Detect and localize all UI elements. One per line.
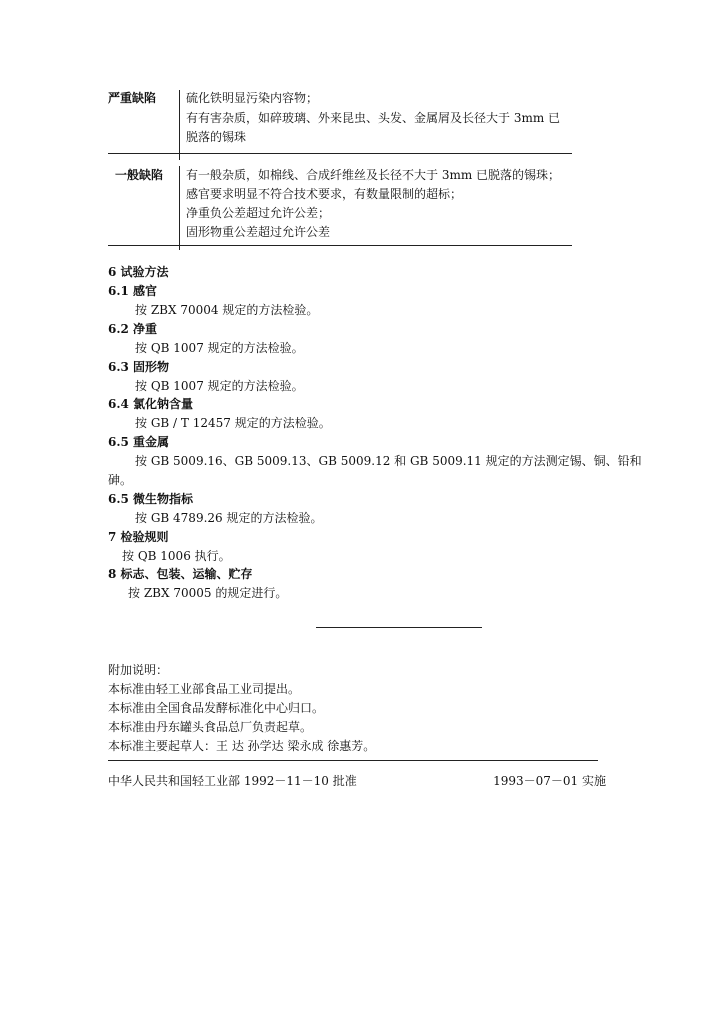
defect-line: 有一般杂质，如棉线、合成纤维丝及长径不大于 3mm 已脱落的锡珠； [186, 168, 561, 182]
end-rule [316, 627, 482, 628]
defect-line: 脱落的锡珠 [186, 130, 247, 144]
notes-line: 本标准由全国食品发酵标准化中心归口。 [108, 701, 325, 715]
notes-line: 本标准由丹东罐头食品总厂负责起草。 [108, 720, 313, 734]
footer-rule [108, 760, 598, 761]
section-text: 砷。 [108, 473, 133, 487]
defect-line: 固形物重公差超过允许公差 [186, 225, 331, 239]
approval-date: 中华人民共和国轻工业部 1992－11－10 批准 [108, 774, 357, 788]
defect-line: 有有害杂质，如碎玻璃、外来昆虫、头发、金属屑及长径大于 3mm 已 [186, 111, 561, 125]
section-text: 按 ZBX 70005 的规定进行。 [128, 586, 288, 600]
section-text: 按 GB / T 12457 规定的方法检验。 [135, 416, 331, 430]
section-heading: 7 检验规则 [108, 530, 169, 544]
defect-line: 感官要求明显不符合技术要求，有数量限制的超标； [186, 187, 463, 201]
notes-title: 附加说明： [108, 663, 169, 677]
section-text: 按 QB 1007 规定的方法检验。 [135, 379, 304, 393]
section-heading: 6.1 感官 [108, 284, 158, 298]
table-row-divider [108, 153, 572, 154]
table-column-divider [179, 166, 180, 240]
implementation-date: 1993－07－01 实施 [493, 774, 606, 788]
section-heading: 6.5 微生物指标 [108, 492, 194, 506]
section-text: 按 ZBX 70004 规定的方法检验。 [135, 303, 319, 317]
defect-line: 硫化铁明显污染内容物； [186, 91, 319, 105]
section-heading: 6 试验方法 [108, 265, 169, 279]
section-heading: 6.3 固形物 [108, 360, 170, 374]
section-heading: 6.2 净重 [108, 322, 158, 336]
section-heading: 8 标志、包装、运输、贮存 [108, 567, 253, 581]
defect-category-severe: 严重缺陷 [108, 91, 157, 105]
table-column-divider [179, 240, 180, 250]
section-text: 按 GB 5009.16、GB 5009.13、GB 5009.12 和 GB 5009.11 规定的方法测定锡、铜、铅和 [135, 454, 642, 468]
section-heading: 6.4 氯化钠含量 [108, 397, 194, 411]
notes-line: 本标准主要起草人：王 达 孙学达 梁永成 徐惠芳。 [108, 739, 376, 753]
table-column-divider [179, 90, 180, 146]
defect-line: 净重负公差超过允许公差； [186, 206, 331, 220]
section-heading: 6.5 重金属 [108, 435, 170, 449]
notes-line: 本标准由轻工业部食品工业司提出。 [108, 682, 301, 696]
section-text: 按 GB 4789.26 规定的方法检验。 [135, 511, 323, 525]
section-text: 按 QB 1007 规定的方法检验。 [135, 341, 304, 355]
table-column-divider [179, 146, 180, 160]
defect-category-general: 一般缺陷 [115, 168, 164, 182]
section-text: 按 QB 1006 执行。 [122, 549, 231, 563]
table-bottom-rule [108, 245, 572, 246]
